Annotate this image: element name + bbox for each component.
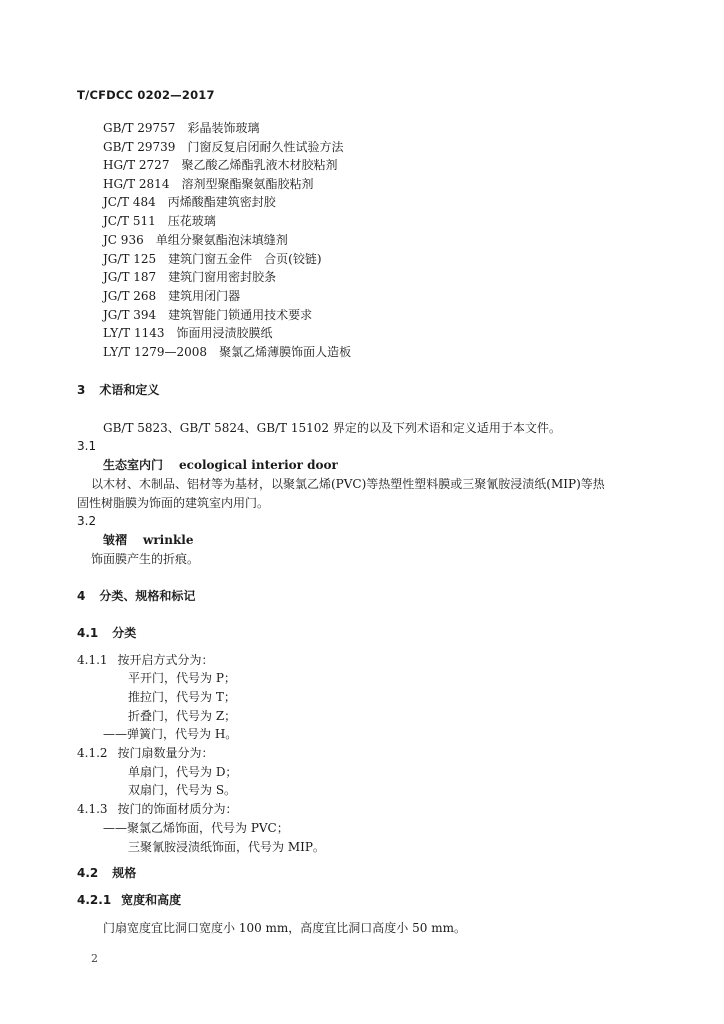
clause-4-1-3: 4.1.3 按门的饰面材质分为： — [77, 802, 238, 816]
section-heading-3: 3 术语和定义 — [77, 383, 160, 397]
standard-header: T/CFDCC 0202—2017 — [77, 88, 215, 102]
reference-item: JG/T 394 建筑智能门锁通用技术要求 — [103, 308, 313, 322]
term-definition: 饰面膜产生的折痕。 — [91, 552, 200, 566]
list-item: 折叠门，代号为 Z； — [128, 709, 237, 723]
reference-item: JC 936 单组分聚氨酯泡沫填缝剂 — [103, 233, 288, 247]
reference-item: LY/T 1279—2008 聚氯乙烯薄膜饰面人造板 — [103, 345, 352, 359]
section-heading-4-1: 4.1 分类 — [77, 626, 137, 640]
list-item: 三聚氰胺浸渍纸饰面，代号为 MIP。 — [128, 840, 325, 854]
list-item: ——聚氯乙烯饰面，代号为 PVC； — [103, 821, 289, 835]
term-number: 3.1 — [77, 439, 97, 453]
section-heading-4-2: 4.2 规格 — [77, 866, 137, 880]
term-definition-continued: 固性树脂膜为饰面的建筑室内用门。 — [77, 496, 270, 510]
reference-item: JC/T 511 压花玻璃 — [103, 214, 216, 228]
reference-item: JC/T 484 丙烯酸酯建筑密封胶 — [103, 195, 276, 209]
list-item: 平开门，代号为 P； — [128, 671, 236, 685]
section-heading-4-2-1: 4.2.1 宽度和高度 — [77, 893, 182, 907]
term-heading: 皱褶 wrinkle — [103, 533, 194, 547]
reference-item: JG/T 125 建筑门窗五金件 合页(铰链) — [103, 252, 322, 266]
reference-item: GB/T 29739 门窗反复启闭耐久性试验方法 — [103, 140, 344, 154]
term-number: 3.2 — [77, 514, 97, 528]
term-heading: 生态室内门 ecological interior door — [103, 458, 338, 472]
section-heading-4: 4 分类、规格和标记 — [77, 589, 196, 603]
term-definition: 以木材、木制品、铝材等为基材，以聚氯乙烯(PVC)等热塑性塑料膜或三聚氰胺浸渍纸(MIP)等热 — [91, 477, 605, 491]
reference-item: HG/T 2727 聚乙酸乙烯酯乳液木材胶粘剂 — [103, 158, 338, 172]
list-item: 推拉门，代号为 T； — [128, 690, 236, 704]
reference-item: HG/T 2814 溶剂型聚酯聚氨酯胶粘剂 — [103, 177, 314, 191]
clause-4-1-2: 4.1.2 按门扇数量分为： — [77, 746, 214, 760]
clause-4-2-1-text: 门扇宽度宜比洞口宽度小 100 mm，高度宜比洞口高度小 50 mm。 — [103, 921, 466, 935]
list-item: 双扇门，代号为 S。 — [128, 783, 237, 797]
list-item: ——弹簧门，代号为 H。 — [103, 727, 238, 741]
reference-item: GB/T 29757 彩晶装饰玻璃 — [103, 121, 260, 135]
reference-item: LY/T 1143 饰面用浸渍胶膜纸 — [103, 326, 273, 340]
page-number: 2 — [91, 952, 98, 965]
reference-item: JG/T 268 建筑用闭门器 — [103, 289, 241, 303]
section-3-intro: GB/T 5823、GB/T 5824、GB/T 15102 界定的以及下列术语和定义适用于本文件。 — [103, 421, 561, 435]
clause-4-1-1: 4.1.1 按开启方式分为： — [77, 653, 214, 667]
reference-item: JG/T 187 建筑门窗用密封胶条 — [103, 270, 277, 284]
list-item: 单扇门，代号为 D； — [128, 765, 238, 779]
